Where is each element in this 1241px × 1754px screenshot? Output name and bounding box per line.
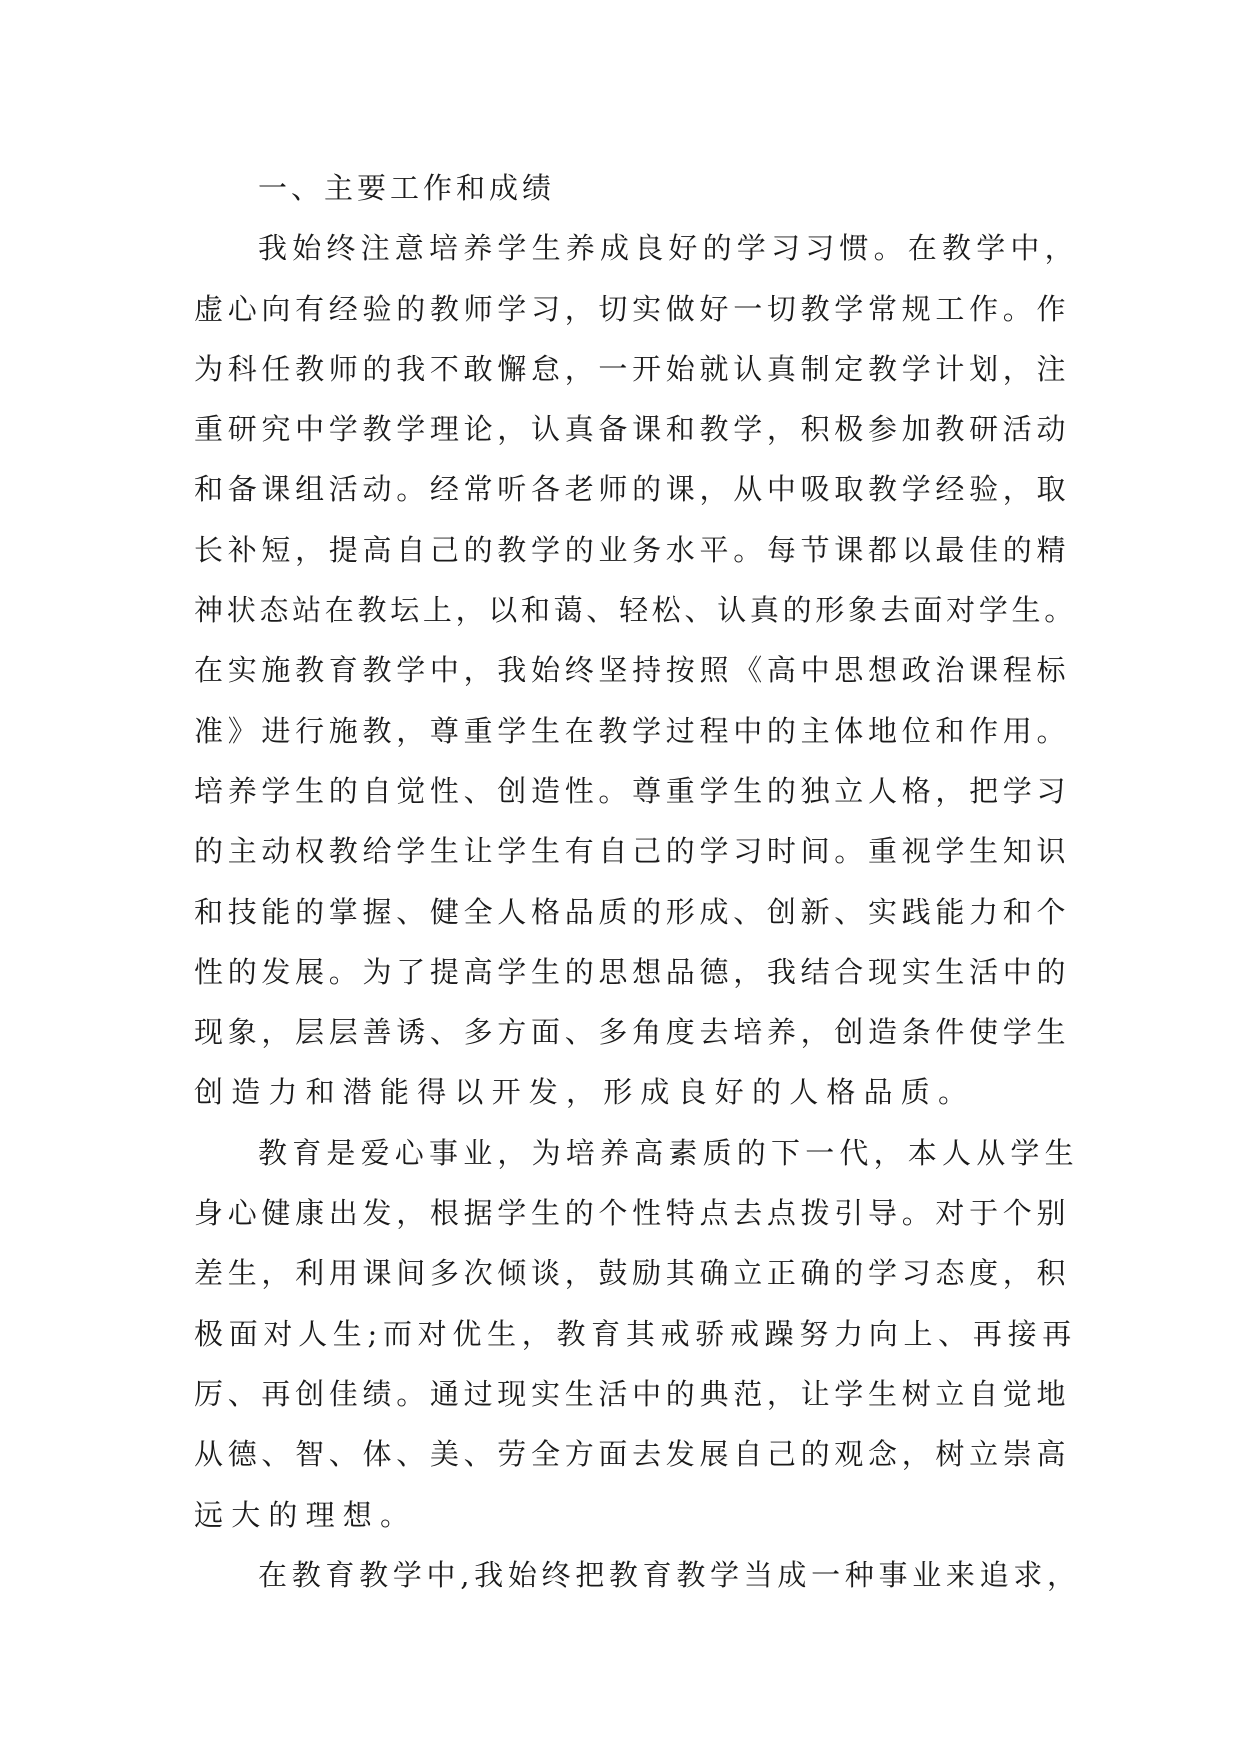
paragraph-line: 虚心向有经验的教师学习，切实做好一切教学常规工作。作 (194, 291, 1071, 326)
paragraph-line: 准》进行施教，尊重学生在教学过程中的主体地位和作用。 (194, 713, 1071, 748)
paragraph-line: 教育是爱心事业，为培养高素质的下一代，本人从学生 (258, 1135, 1079, 1170)
paragraph-line: 神状态站在教坛上，以和蔼、轻松、认真的形象去面对学生。 (194, 593, 1077, 628)
paragraph-line: 从德、智、体、美、劳全方面去发展自己的观念，树立崇高 (194, 1437, 1071, 1472)
paragraph-line: 创造力和潜能得以开发，形成良好的人格品质。 (194, 1075, 976, 1110)
paragraph-line: 培养学生的自觉性、创造性。尊重学生的独立人格，把学习 (194, 773, 1071, 808)
paragraph-line: 在实施教育教学中，我始终坚持按照《高中思想政治课程标 (194, 653, 1071, 688)
paragraph-line: 差生，利用课间多次倾谈，鼓励其确立正确的学习态度，积 (194, 1256, 1071, 1291)
paragraph-line: 现象，层层善诱、多方面、多角度去培养，创造条件使学生 (194, 1015, 1071, 1050)
paragraph-line: 的主动权教给学生让学生有自己的学习时间。重视学生知识 (194, 834, 1071, 869)
paragraph-line: 和备课组活动。经常听各老师的课，从中吸取教学经验，取 (194, 472, 1071, 507)
paragraph-line: 和技能的掌握、健全人格品质的形成、创新、实践能力和个 (194, 894, 1071, 929)
paragraph-line: 重研究中学教学理论，认真备课和教学，积极参加教研活动 (194, 412, 1071, 447)
paragraph-line: 身心健康出发，根据学生的个性特点去点拨引导。对于个别 (194, 1196, 1071, 1231)
paragraph-line: 我始终注意培养学生养成良好的学习习惯。在教学中， (258, 231, 1079, 266)
paragraph-line: 远大的理想。 (194, 1497, 418, 1532)
paragraph-line: 厉、再创佳绩。通过现实生活中的典范，让学生树立自觉地 (194, 1376, 1071, 1411)
paragraph-line: 极面对人生;而对优生，教育其戒骄戒躁努力向上、再接再 (194, 1316, 1077, 1351)
paragraph-line: 性的发展。为了提高学生的思想品德，我结合现实生活中的 (194, 954, 1071, 989)
document-body (194, 158, 1081, 1605)
paragraph-line: 为科任教师的我不敢懈怠，一开始就认真制定教学计划，注 (194, 351, 1071, 386)
section-heading: 一、主要工作和成绩 (258, 171, 556, 205)
paragraph-line: 在教育教学中,我始终把教育教学当成一种事业来追求， (258, 1557, 1081, 1592)
paragraph-line: 长补短，提高自己的教学的业务水平。每节课都以最佳的精 (194, 532, 1071, 567)
